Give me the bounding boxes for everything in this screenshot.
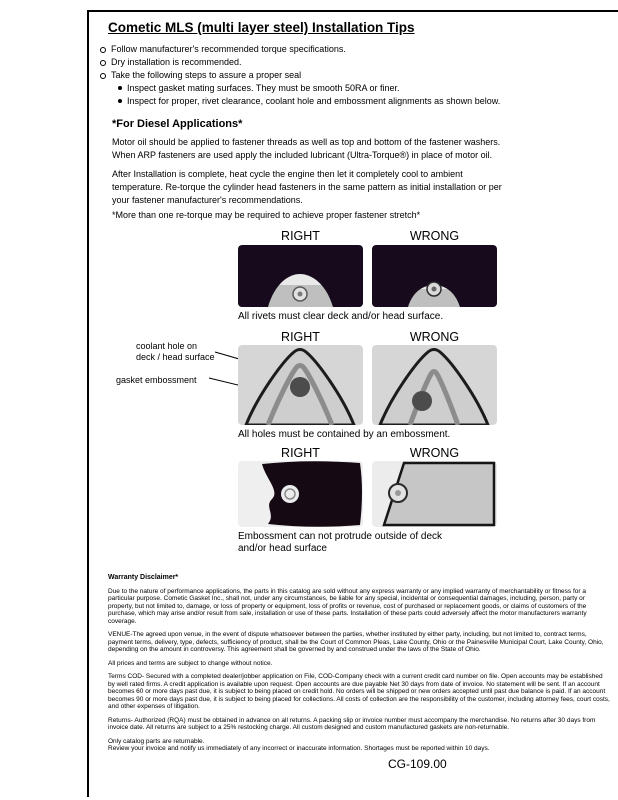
warranty-paragraph: Due to the nature of performance applications, the parts in this catalog are sold without any express warranty or any implied warranty of merchantability or fitness for a particular purpose. Cometic Gasket Inc., shall not, under any circumstances, be liable for any special, incidental or consequential damages, including, person, party or property, but not limited to, damage, or loss of property or equipment, loss of profits or revenue, cost of purchased or replacement goods, or claims of customers of the purchase, which may arise and/or result from sale, installation or use of these parts. Installation of these parts could adversely affect the motor manufacturers warranty coverage. (108, 587, 587, 625)
protrusion-wrong-diagram (372, 461, 497, 527)
page-code: CG-109.00 (388, 757, 447, 771)
right-label: RIGHT (281, 229, 320, 243)
warranty-paragraph: Review your invoice and notify us immediately of any incorrect or inaccurate information. Shortages must be reported within 10 days. (108, 745, 490, 752)
rivet-wrong-diagram (372, 245, 497, 307)
warranty-heading: Warranty Disclaimer* (108, 574, 179, 581)
list-item (100, 44, 346, 55)
retorque-note: *More than one re-torque may be required to achieve proper fastener stretch* (112, 210, 421, 220)
tip-text: Take the following steps to assure a proper seal (111, 70, 302, 80)
list-item (100, 70, 301, 81)
gasket-embossment-callout: gasket embossment (116, 375, 197, 385)
tip-text: Dry installation is recommended. (111, 57, 242, 67)
filled-bullet-icon (118, 86, 122, 90)
list-item (118, 83, 399, 94)
warranty-disclaimer-section (108, 574, 610, 753)
wrong-label: WRONG (409, 330, 460, 344)
open-bullet-icon (100, 47, 106, 53)
open-bullet-icon (100, 73, 106, 79)
coolant-hole-callout: coolant hole on deck / head surface (136, 341, 215, 362)
wrong-label: WRONG (409, 229, 460, 243)
diagram-caption: All rivets must clear deck and/or head surface. (238, 311, 444, 322)
list-item (118, 96, 500, 107)
protrusion-right-diagram (238, 461, 363, 527)
right-label: RIGHT (281, 446, 320, 460)
embossment-right-diagram (238, 345, 363, 425)
list-item (100, 57, 242, 68)
wrong-label: WRONG (409, 446, 460, 460)
embossment-wrong-diagram (372, 345, 497, 425)
tip-text: Inspect for proper, rivet clearance, coolant hole and embossment alignments as shown below. (127, 96, 501, 106)
warranty-paragraph: VENUE-The agreed upon venue, in the event of dispute whatsoever between the parties, whether instituted by either party, including, but not limited to, contract terms, payment terms, delivery, type, defects, sufficiency of product, shall be the Court of Common Pleas, Lake County, Ohio or the Painesville Municipal Court, Lake County, Ohio, depending on the amount in controversy. This agreement shall be governed by and construed under the laws of the State of Ohio. (108, 631, 604, 653)
open-bullet-icon (100, 60, 106, 66)
tip-text: Inspect gasket mating surfaces. They must be smooth 50RA or finer. (127, 83, 400, 93)
warranty-paragraph: Returns- Authorized (RQA) must be obtained in advance on all returns. A packing slip or invoice number must accompany the merchandise. No returns after 30 days from invoice date. All returns are subject to a 25% restocking charge. All custom designed and custom manufactured gaskets are non-returnable. (108, 716, 596, 731)
warranty-paragraph: Only catalog parts are returnable. (108, 737, 205, 745)
diagram-caption: Embossment can not protrude outside of deck and/or head surface (238, 531, 443, 554)
diagram-caption: All holes must be contained by an embossment. (238, 429, 451, 440)
page-title: Cometic MLS (multi layer steel) Installation Tips (108, 20, 415, 35)
right-label: RIGHT (281, 330, 320, 344)
filled-bullet-icon (118, 99, 122, 103)
diesel-heading: *For Diesel Applications* (112, 118, 243, 130)
rivet-right-diagram (238, 245, 363, 307)
warranty-paragraph: All prices and terms are subject to change without notice. (108, 659, 273, 667)
warranty-paragraph: Terms COD- Secured with a completed dealer/jobber application on File, COD-Company check with a current credit card number on file. Open accounts may be established by well rated firms. A credit application is available upon request. Open accounts are due payable Net 30 days from date of invoice. No statement will be sent. If an account becomes 60 or more days past due, it is subject to being placed on credit hold. No orders will be shipped or new orders accepted until past due balance is paid. If an account becomes 90 or more days past due, it is subject to being placed for collections. All costs of collection are the responsibility of the customer, including attorney fees, court costs, and other expenses of litigation. (108, 673, 610, 710)
diesel-paragraph: Motor oil should be applied to fastener threads as well as top and bottom of the fastener washers. When ARP fasteners are used apply the included lubricant (Ultra-Torque®) in place of motor oil. (112, 137, 501, 160)
tip-text: Follow manufacturer's recommended torque specifications. (111, 44, 346, 54)
diesel-paragraph: After Installation is complete, heat cycle the engine then let it completely cool to ambient temperature. Re-torque the cylinder head fasteners in the same pattern as initial installation or per your fastener manufacturer's recommendations. (112, 169, 502, 205)
